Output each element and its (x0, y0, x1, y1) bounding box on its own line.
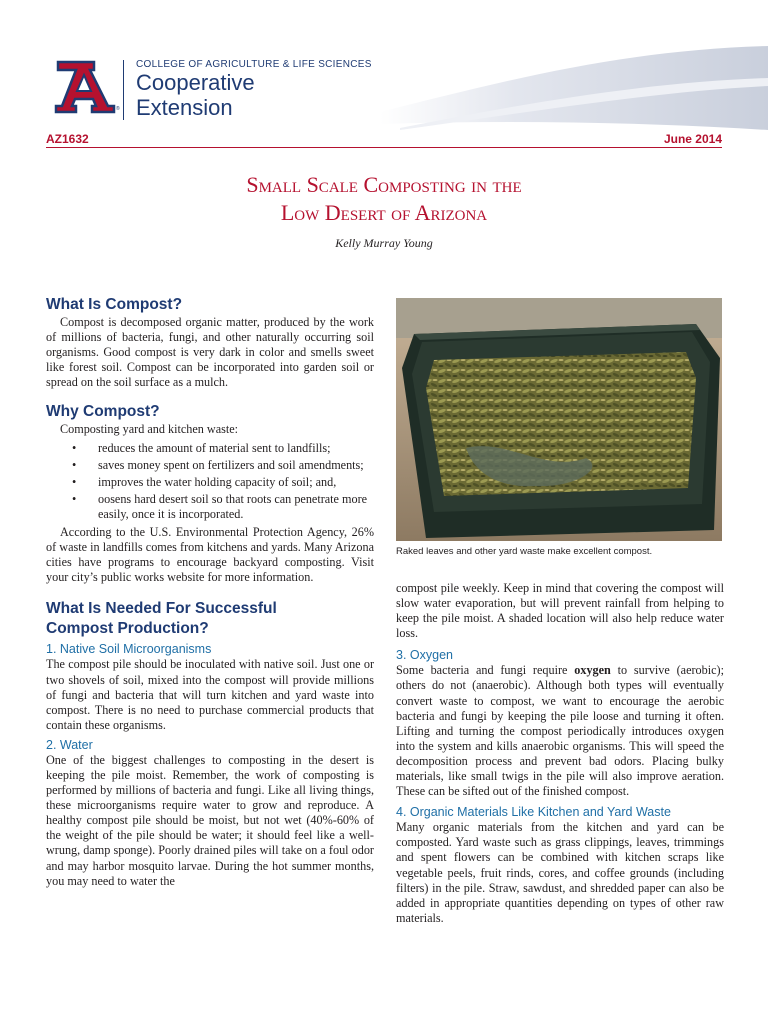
publication-number: AZ1632 (46, 132, 89, 146)
header-divider (123, 60, 124, 120)
oxygen-body-post: to survive (aerobic); others do not (anaerobic). Although both types will eventually convert waste to compost, we want to encourage the aerobic bacteria and fungi by keeping the pile loose and turning it often. Lifting and turning the compost periodically introduces oxygen into the system and kills anaerobic organisms. This will speed the decomposition process and prevent bad odors. Placing bulky materials, like small twigs in the pile will also improve aeration. These can be sifted out of the finished compost. (396, 663, 724, 799)
subheading-organic-materials: 4. Organic Materials Like Kitchen and Yard Waste (396, 805, 671, 820)
unit-name-line2: Extension (136, 95, 233, 120)
page-title-line2: Low Desert of Arizona (280, 200, 488, 225)
list-item: • improves the water holding capacity of soil; and, (46, 475, 374, 490)
svg-text:®: ® (116, 106, 120, 112)
subheading-oxygen: 3. Oxygen (396, 648, 453, 663)
page-title-line1: Small Scale Composting in the (246, 172, 522, 197)
list-item: • saves money spent on fertilizers and soil amendments; (46, 458, 374, 473)
oxygen-bold-term: oxygen (574, 663, 611, 678)
header-swoosh-decoration (380, 42, 768, 130)
what-is-compost-body: Compost is decomposed organic matter, produced by the work of millions of bacteria, fungi, and other naturally occurring soil organisms. Good compost is very dark in color and smells sweet like forest soil. Compost can be incorporated into garden soil or spread on the soil surface as a mulch. (46, 315, 374, 390)
list-item: • oosens hard desert soil so that roots can penetrate more easily, once it is incorporated. (46, 492, 374, 522)
author: Kelly Murray Young (335, 236, 433, 250)
header-rule (46, 147, 722, 148)
heading-what-is-needed-line1: What Is Needed For Successful (46, 600, 277, 618)
unit-name-line1: Cooperative (136, 70, 255, 95)
heading-what-is-needed-line2: Compost Production? (46, 620, 209, 638)
publication-date: June 2014 (663, 132, 722, 146)
organic-materials-body: Many organic materials from the kitchen and yard can be composted. Yard waste such as grass clippings, leaves, trimmings and spent flowers can be combined with kitchen scraps like vegetable peels, fruit rinds, cores, and coffee grounds (including filters) in the pile. Straw, sawdust, and shredded paper can also be added in appropriate quantities depending on types of other raw materials. (396, 820, 724, 925)
block-a-logo-icon (52, 58, 122, 114)
subheading-water: 2. Water (46, 737, 93, 752)
left-column (46, 295, 374, 889)
list-item: • reduces the amount of material sent to landfills; (46, 441, 374, 456)
compost-bin-photo (396, 298, 722, 541)
why-compost-intro: Composting yard and kitchen waste: (60, 422, 239, 437)
college-name: COLLEGE OF AGRICULTURE & LIFE SCIENCES (136, 59, 372, 70)
heading-why-compost: Why Compost? (46, 403, 160, 421)
native-soil-body: The compost pile should be inoculated with native soil. Just one or two shovels of soil, mixed into the compost will provide millions of fungi and bacteria that will turn kitchen and yard waste into compost. There is no need to purchase commercial products that contain these organisms. (46, 657, 374, 732)
subheading-native-soil: 1. Native Soil Microorganisms (46, 642, 212, 657)
water-body-continued: compost pile weekly. Keep in mind that covering the compost will slow water evaporation, but will prevent rainfall from helping to keep the pile moist. A shaded location will also help reduce water loss. (396, 581, 724, 641)
why-compost-para2: According to the U.S. Environmental Protection Agency, 26% of waste in landfills comes from kitchens and yards. Many Arizona cities have programs to encourage backyard composting. Visit your city’s public works website for more information. (46, 525, 374, 585)
right-column (396, 581, 724, 926)
photo-caption: Raked leaves and other yard waste make excellent compost. (396, 546, 653, 557)
water-body: One of the biggest challenges to composting in the desert is keeping the pile moist. Remember, the work of composting is performed by millions of bacteria and fungi. Like all living things, these microorganisms require water to grow and reproduce. A healthy compost pile should be moist, but not wet (40%-60% of the weight of the pile should be water; it should feel like a well-wrung, damp sponge). Poorly drained piles will take on a foul odor and may harbor mosquito larvae. During the hot summer months, you may need to water the (46, 752, 374, 888)
why-compost-list (46, 441, 374, 522)
oxygen-body-pre: Some bacteria and fungi require (396, 663, 575, 678)
oxygen-body (396, 663, 724, 799)
heading-what-is-compost: What Is Compost? (46, 296, 183, 313)
